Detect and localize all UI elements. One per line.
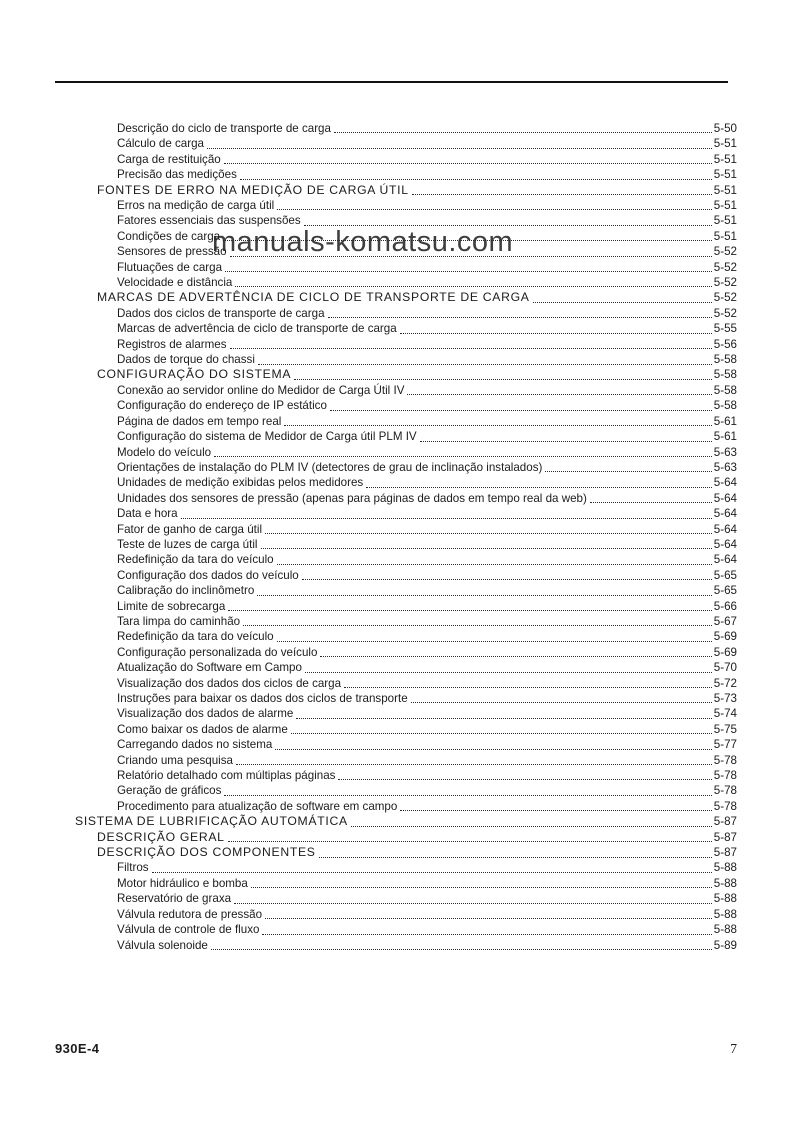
dot-leader [319, 857, 712, 858]
dot-leader [251, 887, 712, 888]
toc-entry-label: SISTEMA DE LUBRIFICAÇÃO AUTOMÁTICA [75, 814, 348, 829]
toc-entry-page: 5-69 [713, 645, 737, 659]
toc-entry-label: Configuração dos dados do veículo [117, 568, 299, 582]
toc-entry [55, 275, 737, 290]
toc-entry-page: 5-52 [713, 276, 737, 290]
toc-entry [55, 722, 737, 737]
toc-entry-page: 5-77 [713, 738, 737, 752]
toc-entry-page: 5-52 [713, 245, 737, 259]
toc-entry-label: Carregando dados no sistema [117, 738, 273, 752]
toc-entry-page: 5-51 [713, 199, 737, 213]
toc-entry-page: 5-51 [713, 229, 737, 243]
dot-leader [224, 163, 712, 164]
dot-leader [400, 810, 711, 811]
toc-entry-page: 5-78 [713, 769, 737, 783]
toc-entry [55, 845, 737, 860]
dot-leader [230, 256, 712, 257]
toc-entry-label: Redefinição da tara do veículo [117, 553, 274, 567]
toc-entry-label: Válvula solenoide [117, 938, 208, 952]
dot-leader [412, 194, 712, 195]
toc-entry-page: 5-58 [713, 353, 737, 367]
toc-entry [55, 398, 737, 413]
dot-leader [275, 749, 711, 750]
toc-entry-page: 5-56 [713, 337, 737, 351]
toc-entry [55, 136, 737, 151]
dot-leader [320, 656, 711, 657]
dot-leader [225, 271, 712, 272]
dot-leader [533, 302, 712, 303]
toc-entry [55, 552, 737, 567]
toc-entry [55, 121, 737, 136]
toc-entry-page: 5-64 [713, 507, 737, 521]
dot-leader [257, 595, 712, 596]
toc-entry [55, 429, 737, 444]
toc-entry-page: 5-64 [713, 522, 737, 536]
toc-entry [55, 938, 737, 953]
dot-leader [304, 225, 712, 226]
dot-leader [277, 209, 712, 210]
toc-entry-page: 5-64 [713, 491, 737, 505]
toc-entry-label: Reservatório de graxa [117, 892, 232, 906]
watermark-text: manuals-komatsu.com [212, 226, 514, 258]
dot-leader [338, 779, 711, 780]
toc-entry-label: Configuração do sistema de Medidor de Carga útil PLM IV [117, 430, 417, 444]
dot-leader [411, 702, 712, 703]
toc-entry-page: 5-87 [713, 846, 737, 860]
dot-leader [235, 286, 711, 287]
toc-entry-label: FONTES DE ERRO NA MEDIÇÃO DE CARGA ÚTIL [97, 182, 409, 197]
toc-entry-label: Registros de alarmes [117, 337, 227, 351]
toc-entry-label: Atualização do Software em Campo [117, 661, 302, 675]
dot-leader [328, 317, 712, 318]
toc-entry-label: Configuração personalizada do veículo [117, 645, 318, 659]
toc-entry-label: Fator de ganho de carga útil [117, 522, 263, 536]
dot-leader [284, 425, 711, 426]
toc-entry-label: Calibração do inclinômetro [117, 584, 255, 598]
toc-entry-page: 5-51 [713, 214, 737, 228]
toc-entry [55, 522, 737, 537]
dot-leader [277, 564, 712, 565]
toc-entry [55, 891, 737, 906]
toc-entry-page: 5-58 [713, 368, 737, 382]
toc-entry-page: 5-87 [713, 815, 737, 829]
page-footer [55, 1041, 737, 1057]
toc-entry-label: CONFIGURAÇÃO DO SISTEMA [97, 367, 292, 382]
dot-leader [207, 148, 712, 149]
toc-entry-label: Flutuações de carga [117, 260, 223, 274]
toc-entry-page: 5-78 [713, 784, 737, 798]
toc-entry [55, 830, 737, 845]
dot-leader [344, 687, 712, 688]
toc-entry [55, 706, 737, 721]
dot-leader [265, 918, 712, 919]
toc-entry [55, 244, 737, 259]
dot-leader [400, 333, 712, 334]
toc-entry-label: Cálculo de carga [117, 137, 205, 151]
dot-leader [261, 548, 712, 549]
toc-entry-page: 5-89 [713, 938, 737, 952]
dot-leader [234, 903, 712, 904]
toc-entry-label: Limite de sobrecarga [117, 599, 226, 613]
dot-leader [223, 240, 712, 241]
toc-entry-label: Válvula redutora de pressão [117, 907, 263, 921]
toc-entry [55, 799, 737, 814]
dot-leader [224, 795, 711, 796]
toc-entry-page: 5-51 [713, 137, 737, 151]
toc-entry-page: 5-66 [713, 599, 737, 613]
toc-entry-label: Visualização dos dados dos ciclos de carga [117, 676, 342, 690]
toc-entry-label: Página de dados em tempo real [117, 414, 282, 428]
toc-entry [55, 506, 737, 521]
toc-entry [55, 306, 737, 321]
toc-entry-label: Erros na medição de carga útil [117, 199, 275, 213]
top-rule-divider [55, 81, 728, 83]
dot-leader [211, 949, 712, 950]
toc-entry-label: Dados dos ciclos de transporte de carga [117, 306, 325, 320]
dot-leader [334, 132, 712, 133]
toc-entry-page: 5-51 [713, 168, 737, 182]
toc-entry-label: Criando uma pesquisa [117, 753, 234, 767]
toc-entry-label: Filtros [117, 861, 149, 875]
toc-entry-label: Motor hidráulico e bomba [117, 876, 248, 890]
toc-entry-page: 5-52 [713, 260, 737, 274]
toc-entry [55, 213, 737, 228]
toc-entry-page: 5-64 [713, 553, 737, 567]
toc-entry-page: 5-67 [713, 614, 737, 628]
toc-entry-label: Unidades de medição exibidas pelos medidores [117, 476, 364, 490]
toc-entry-page: 5-65 [713, 584, 737, 598]
toc-entry [55, 922, 737, 937]
toc-entry-label: Dados de torque do chassi [117, 353, 255, 367]
toc-entry-page: 5-72 [713, 676, 737, 690]
toc-entry [55, 368, 737, 383]
dot-leader [330, 410, 712, 411]
toc-entry [55, 753, 737, 768]
toc-entry-label: MARCAS DE ADVERTÊNCIA DE CICLO DE TRANSPORTE DE CARGA [97, 290, 530, 305]
toc-entry [55, 599, 737, 614]
toc-entry-page: 5-55 [713, 322, 737, 336]
toc-entry-label: Unidades dos sensores de pressão (apenas para páginas de dados em tempo real da web) [117, 491, 587, 505]
toc-entry-label: Teste de luzes de carga útil [117, 537, 258, 551]
toc-entry [55, 383, 737, 398]
toc-entry [55, 861, 737, 876]
toc-entry [55, 445, 737, 460]
toc-entry [55, 783, 737, 798]
toc-entry-label: Data e hora [117, 507, 178, 521]
toc-entry-label: Orientações de instalação do PLM IV (detectores de grau de inclinação instalados) [117, 460, 543, 474]
toc-entry-page: 5-75 [713, 722, 737, 736]
toc-entry-label: Conexão ao servidor online do Medidor de Carga Útil IV [117, 383, 405, 397]
toc-entry [55, 568, 737, 583]
toc-entry-label: Precisão das medições [117, 168, 237, 182]
dot-leader [243, 625, 712, 626]
toc-entry-label: Carga de restituição [117, 152, 221, 166]
dot-leader [228, 610, 712, 611]
toc-entry-label: Instruções para baixar os dados dos ciclos de transporte [117, 692, 408, 706]
toc-entry-page: 5-78 [713, 799, 737, 813]
toc-entry [55, 737, 737, 752]
toc-entry-label: Visualização dos dados de alarme [117, 707, 294, 721]
toc-entry-label: Modelo do veículo [117, 445, 212, 459]
dot-leader [228, 841, 712, 842]
dot-leader [262, 934, 711, 935]
toc-entry-page: 5-58 [713, 383, 737, 397]
toc-entry-label: Velocidade e distância [117, 276, 233, 290]
toc-entry-label: Sensores de pressão [117, 245, 227, 259]
toc-entry-label: DESCRIÇÃO DOS COMPONENTES [97, 845, 316, 860]
toc-entry-page: 5-69 [713, 630, 737, 644]
dot-leader [277, 641, 712, 642]
toc-entry-page: 5-70 [713, 661, 737, 675]
dot-leader [291, 733, 712, 734]
dot-leader [181, 518, 712, 519]
toc-entry [55, 676, 737, 691]
toc-entry [55, 352, 737, 367]
toc-entry-page: 5-74 [713, 707, 737, 721]
toc-entry-label: Válvula de controle de fluxo [117, 923, 260, 937]
toc-entry-page: 5-61 [713, 430, 737, 444]
dot-leader [294, 379, 712, 380]
toc-entry-page: 5-52 [713, 291, 737, 305]
toc-entry [55, 768, 737, 783]
toc-entry-page: 5-50 [713, 121, 737, 135]
toc-entry-page: 5-64 [713, 476, 737, 490]
toc-entry [55, 290, 737, 305]
toc-entry [55, 907, 737, 922]
dot-leader [351, 826, 712, 827]
toc-entry [55, 614, 737, 629]
toc-entry [55, 583, 737, 598]
toc-entry [55, 337, 737, 352]
dot-leader [236, 764, 712, 765]
toc-entry-label: Marcas de advertência de ciclo de transporte de carga [117, 322, 397, 336]
dot-leader [214, 456, 712, 457]
toc-entry [55, 876, 737, 891]
toc-entry-label: Condições de carga [117, 229, 221, 243]
toc-entry-page: 5-88 [713, 861, 737, 875]
dot-leader [420, 441, 712, 442]
table-of-contents [55, 121, 737, 953]
toc-entry [55, 198, 737, 213]
dot-leader [152, 872, 712, 873]
dot-leader [545, 471, 711, 472]
toc-entry-page: 5-87 [713, 830, 737, 844]
toc-entry-label: Configuração do endereço de IP estático [117, 399, 327, 413]
toc-entry-label: Redefinição da tara do veículo [117, 630, 274, 644]
toc-entry [55, 460, 737, 475]
toc-entry-page: 5-88 [713, 923, 737, 937]
toc-entry-page: 5-61 [713, 414, 737, 428]
dot-leader [302, 579, 712, 580]
toc-entry-label: Descrição do ciclo de transporte de carga [117, 121, 331, 135]
toc-entry-page: 5-63 [713, 460, 737, 474]
toc-entry-page: 5-65 [713, 568, 737, 582]
toc-entry [55, 629, 737, 644]
toc-entry-label: DESCRIÇÃO GERAL [97, 829, 225, 844]
toc-entry [55, 691, 737, 706]
toc-entry-label: Procedimento para atualização de software em campo [117, 799, 398, 813]
toc-entry-page: 5-64 [713, 537, 737, 551]
dot-leader [240, 179, 712, 180]
dot-leader [366, 487, 712, 488]
toc-entry-page: 5-88 [713, 892, 737, 906]
dot-leader [296, 718, 711, 719]
toc-entry-label: Tara limpa do caminhão [117, 614, 241, 628]
toc-entry-page: 5-51 [713, 183, 737, 197]
toc-entry [55, 183, 737, 198]
toc-entry-page: 5-51 [713, 152, 737, 166]
dot-leader [230, 348, 712, 349]
toc-entry-page: 5-78 [713, 753, 737, 767]
toc-entry [55, 475, 737, 490]
toc-entry-label: Geração de gráficos [117, 784, 222, 798]
toc-entry [55, 229, 737, 244]
toc-entry [55, 491, 737, 506]
toc-entry-page: 5-73 [713, 692, 737, 706]
toc-entry-label: Como baixar os dados de alarme [117, 722, 288, 736]
toc-entry [55, 537, 737, 552]
toc-entry [55, 645, 737, 660]
toc-entry [55, 660, 737, 675]
dot-leader [590, 502, 712, 503]
toc-entry-label: Fatores essenciais das suspensões [117, 214, 301, 228]
toc-entry [55, 414, 737, 429]
toc-entry [55, 167, 737, 182]
toc-entry-page: 5-63 [713, 445, 737, 459]
toc-entry-page: 5-88 [713, 907, 737, 921]
dot-leader [258, 364, 712, 365]
toc-entry [55, 321, 737, 336]
toc-entry-page: 5-88 [713, 876, 737, 890]
toc-entry-label: Relatório detalhado com múltiplas páginas [117, 769, 336, 783]
dot-leader [305, 672, 712, 673]
toc-entry [55, 260, 737, 275]
dot-leader [407, 394, 711, 395]
footer-page-number: 7 [730, 1041, 737, 1056]
toc-entry-page: 5-52 [713, 306, 737, 320]
toc-entry [55, 152, 737, 167]
footer-model-number: 930E-4 [55, 1041, 100, 1056]
toc-entry-page: 5-58 [713, 399, 737, 413]
toc-entry [55, 814, 737, 829]
dot-leader [265, 533, 712, 534]
